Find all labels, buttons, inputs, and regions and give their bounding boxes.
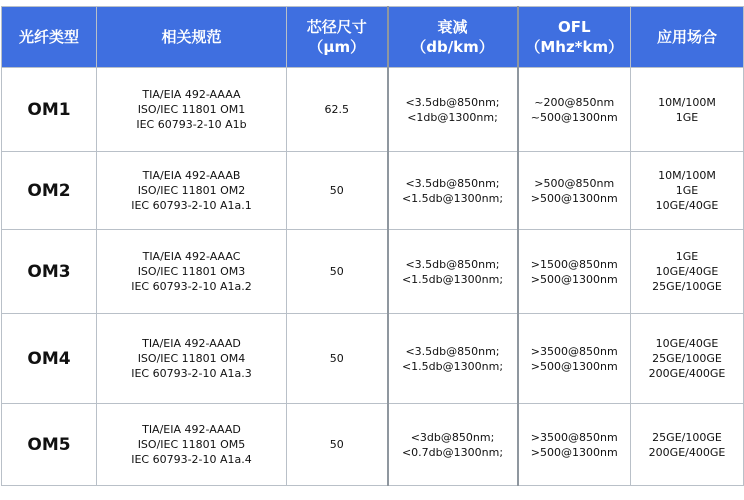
ofl-cell: [518, 230, 631, 314]
header-core-size: [287, 7, 388, 68]
ofl-line: >500@1300nm: [530, 272, 618, 286]
attenuation-cell: [388, 230, 518, 314]
header-core-size-label: 芯径尺寸: [306, 18, 367, 36]
table-row: [2, 404, 744, 486]
application-line: 25GE/100GE: [652, 280, 722, 293]
header-attenuation-unit: （db/km）: [411, 38, 494, 56]
attenuation-line: <1db@1300nm;: [407, 110, 498, 124]
fiber-type-cell: OM3: [2, 230, 97, 314]
application-line: 10M/100M: [658, 169, 716, 182]
ofl-line: >500@1300nm: [530, 445, 618, 459]
ofl-cell: [518, 404, 631, 486]
attenuation-cell: [388, 68, 518, 152]
core-size-cell: 50: [287, 314, 388, 404]
application-line: 10GE/40GE: [655, 337, 719, 350]
ofl-line: >3500@850nm: [530, 430, 618, 444]
fiber-type-cell: OM1: [2, 68, 97, 152]
attenuation-cell: [388, 314, 518, 404]
standard-cell: [97, 152, 287, 230]
application-line: 10GE/40GE: [655, 265, 719, 278]
application-cell: [631, 404, 744, 486]
header-fiber-type: 光纤类型: [2, 7, 97, 68]
application-line: 25GE/100GE: [652, 352, 722, 365]
application-line: 10M/100M: [658, 95, 716, 109]
standard-line: IEC 60793-2-10 A1b: [136, 118, 247, 131]
application-cell: [631, 152, 744, 230]
standard-line: TIA/EIA 492-AAAD: [142, 423, 241, 436]
standard-line: TIA/EIA 492-AAAD: [142, 337, 241, 350]
ofl-cell: [518, 152, 631, 230]
header-row: [2, 7, 744, 68]
fiber-type-cell: OM5: [2, 404, 97, 486]
ofl-cell: [518, 314, 631, 404]
application-line: 1GE: [675, 184, 699, 197]
header-attenuation-label: 衰减: [437, 18, 468, 36]
core-size-cell: 50: [287, 152, 388, 230]
ofl-line: >500@850nm: [534, 176, 615, 190]
header-core-size-unit: （μm）: [308, 38, 366, 56]
header-standard: 相关规范: [97, 7, 287, 68]
header-attenuation: [388, 7, 518, 68]
application-cell: [631, 68, 744, 152]
standard-line: IEC 60793-2-10 A1a.3: [131, 367, 252, 380]
application-line: 10GE/40GE: [655, 199, 719, 212]
table-row: [2, 314, 744, 404]
attenuation-line: <3.5db@850nm;: [405, 176, 500, 190]
header-application: 应用场合: [631, 7, 744, 68]
table-row: [2, 230, 744, 314]
fiber-type-cell: OM2: [2, 152, 97, 230]
standard-line: IEC 60793-2-10 A1a.1: [131, 199, 252, 212]
standard-line: TIA/EIA 492-AAAC: [142, 250, 241, 263]
attenuation-cell: [388, 404, 518, 486]
attenuation-line: <3.5db@850nm;: [405, 344, 500, 358]
ofl-line: >1500@850nm: [530, 257, 618, 271]
header-ofl: [518, 7, 631, 68]
application-cell: [631, 314, 744, 404]
ofl-cell: [518, 68, 631, 152]
attenuation-line: <1.5db@1300nm;: [401, 272, 504, 286]
fiber-type-cell: OM4: [2, 314, 97, 404]
header-ofl-unit: （Mhz*km）: [525, 38, 624, 56]
attenuation-cell: [388, 152, 518, 230]
standard-cell: [97, 314, 287, 404]
application-line: 1GE: [675, 250, 699, 263]
ofl-line: >3500@850nm: [530, 344, 618, 358]
standard-line: TIA/EIA 492-AAAA: [142, 88, 241, 101]
standard-line: TIA/EIA 492-AAAB: [142, 169, 241, 182]
application-cell: [631, 230, 744, 314]
attenuation-line: <0.7db@1300nm;: [401, 445, 504, 459]
ofl-line: ~200@850nm: [534, 95, 615, 109]
ofl-line: >500@1300nm: [530, 359, 618, 373]
standard-line: ISO/IEC 11801 OM3: [137, 265, 246, 278]
core-size-cell: 50: [287, 404, 388, 486]
standard-line: IEC 60793-2-10 A1a.2: [131, 280, 252, 293]
standard-line: ISO/IEC 11801 OM5: [137, 438, 246, 451]
ofl-line: >500@1300nm: [530, 191, 618, 205]
attenuation-line: <1.5db@1300nm;: [401, 191, 504, 205]
attenuation-line: <1.5db@1300nm;: [401, 359, 504, 373]
ofl-line: ~500@1300nm: [530, 110, 618, 124]
attenuation-line: <3.5db@850nm;: [405, 257, 500, 271]
standard-cell: [97, 68, 287, 152]
core-size-cell: 50: [287, 230, 388, 314]
application-line: 200GE/400GE: [648, 445, 726, 459]
table-row: [2, 68, 744, 152]
standard-cell: [97, 230, 287, 314]
application-line: 25GE/100GE: [652, 430, 722, 444]
attenuation-line: <3db@850nm;: [410, 430, 495, 444]
table-row: [2, 152, 744, 230]
core-size-cell: 62.5: [287, 68, 388, 152]
standard-line: ISO/IEC 11801 OM4: [137, 352, 246, 365]
header-ofl-label: OFL: [557, 18, 591, 36]
attenuation-line: <3.5db@850nm;: [405, 95, 500, 109]
standard-line: IEC 60793-2-10 A1a.4: [131, 453, 252, 466]
standard-cell: [97, 404, 287, 486]
standard-line: ISO/IEC 11801 OM1: [137, 103, 246, 116]
application-line: 200GE/400GE: [648, 367, 726, 380]
standard-line: ISO/IEC 11801 OM2: [137, 184, 246, 197]
application-line: 1GE: [675, 110, 699, 124]
fiber-spec-table: [1, 6, 744, 486]
